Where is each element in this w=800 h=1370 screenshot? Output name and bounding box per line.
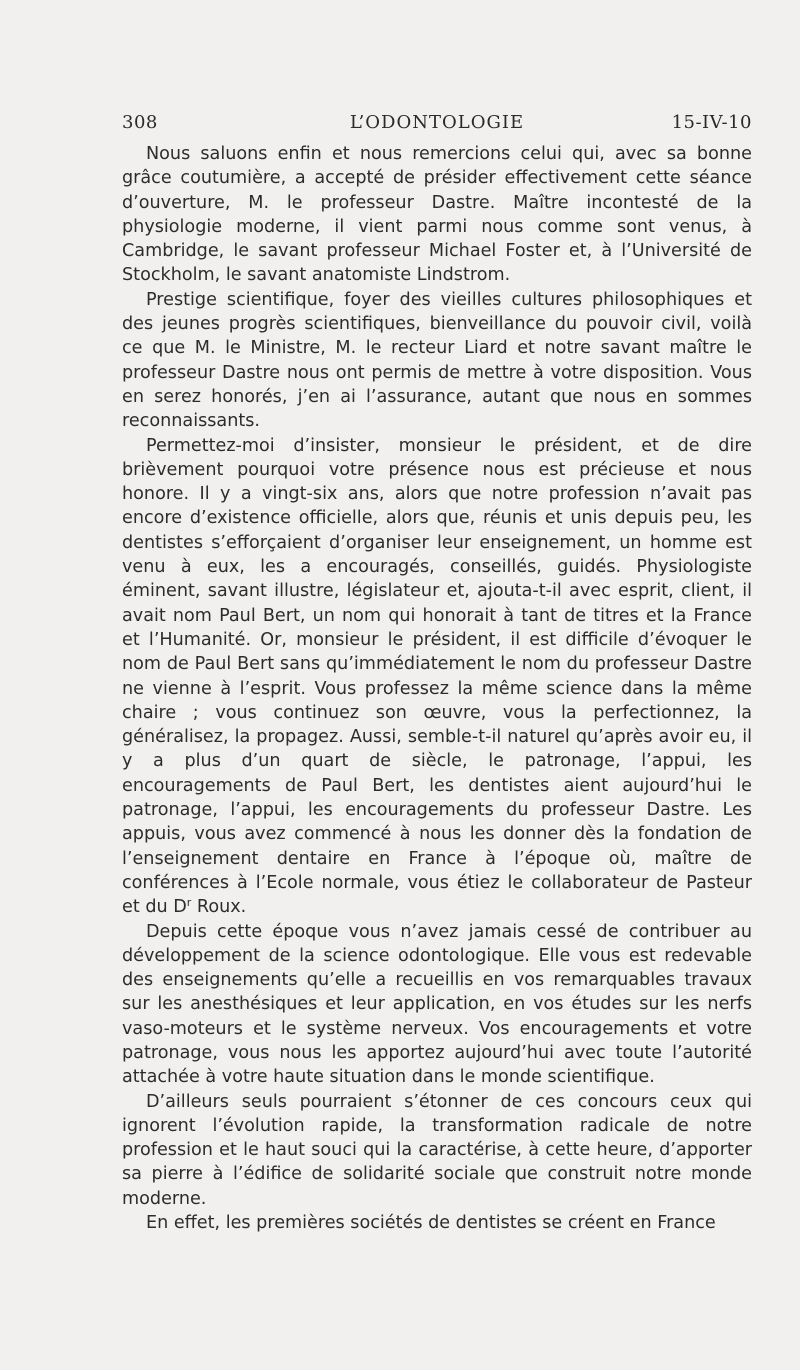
- book-page: [122, 112, 752, 1235]
- paragraph-3: [122, 434, 752, 920]
- page-number: 308: [122, 112, 158, 133]
- paragraph-3-text: Permettez-moi d’insister, monsieur le président, et de dire brièvement pourquoi votre présence nous est précieuse et nous honore. Il y a vingt-six ans, alors que notre profession n’avait pas encore d’existence officielle, alors que, réunis et unis depuis peu, les dentistes s’efforçaient d’organiser leur enseignement, un homme est venu à eux, les a encouragés, conseillés, guidés. Physiologiste éminent, savant illustre, législateur et, ajouta-t-il avec esprit, client, il avait nom Paul Bert, un nom qui honorait à tant de titres et la France et l’Humanité. Or, monsieur le président, il est difficile d’évoquer le nom de Paul Bert sans qu’immédiatement le nom du professeur Dastre ne vienne à l’esprit. Vous professez la même science dans la même chaire ; vous continuez son œuvre, vous la perfectionnez, la généralisez, la propagez. Aussi, semble-t-il naturel qu’après avoir eu, il y a plus d’un quart de siècle, le patronage, l’appui, les encouragements de Paul Bert, les dentistes aient aujourd’hui le patronage, l’appui, les encouragements du professeur Dastre. Les appuis, vous avez commencé à nous les donner dès la fondation de l’enseignement dentaire en France à l’époque où, maître de conférences à l’Ecole normale, vous étiez le collaborateur de Pasteur et du D: [122, 435, 752, 918]
- doctor-abbreviation-superscript: r: [186, 896, 192, 910]
- paragraph-1: Nous saluons enfin et nous remercions celui qui, avec sa bonne grâce coutumière, a accepté de présider effectivement cette séance d’ouverture, M. le professeur Dastre. Maître incontesté de la physiologie moderne, il vient parmi nous comme sont venus, à Cambridge, le savant professeur Michael Foster et, à l’Université de Stockholm, le savant anatomiste Lindstrom.: [122, 144, 752, 286]
- running-head: [122, 112, 752, 136]
- issue-date: 15-IV-10: [671, 112, 752, 133]
- paragraph-6: En effet, les premières sociétés de dentistes se créent en France: [146, 1213, 716, 1234]
- paragraph-2: Prestige scientifique, foyer des vieilles cultures philosophiques et des jeunes progrès scientifiques, bienveillance du pouvoir civil, voilà ce que M. le Ministre, M. le recteur Liard et notre savant maître le professeur Dastre nous ont permis de mettre à votre disposition. Vous en serez honorés, j’en ai l’assurance, autant que nous en sommes reconnaissants.: [122, 289, 752, 432]
- paragraph-3-tail: Roux.: [191, 897, 247, 918]
- body-text: [122, 142, 752, 1235]
- paragraph-5: D’ailleurs seuls pourraient s’étonner de ces concours ceux qui ignorent l’évolution rapide, la transformation radicale de notre profession et le haut souci qui la caractérise, à cette heure, d’apporter sa pierre à l’édifice de solidarité sociale que construit notre monde moderne.: [122, 1091, 752, 1209]
- journal-title: L’ODONTOLOGIE: [349, 112, 525, 133]
- paragraph-4: Depuis cette époque vous n’avez jamais cessé de contribuer au développement de la science odontologique. Elle vous est redevable des enseignements qu’elle a recueillis en vos remarquables travaux sur les anesthésiques et leur application, en vos études sur les nerfs vaso-moteurs et le système nerveux. Vos encouragements et votre patronage, vous nous les apportez aujourd’hui avec toute l’autorité attachée à votre haute situation dans le monde scientifique.: [122, 921, 752, 1088]
